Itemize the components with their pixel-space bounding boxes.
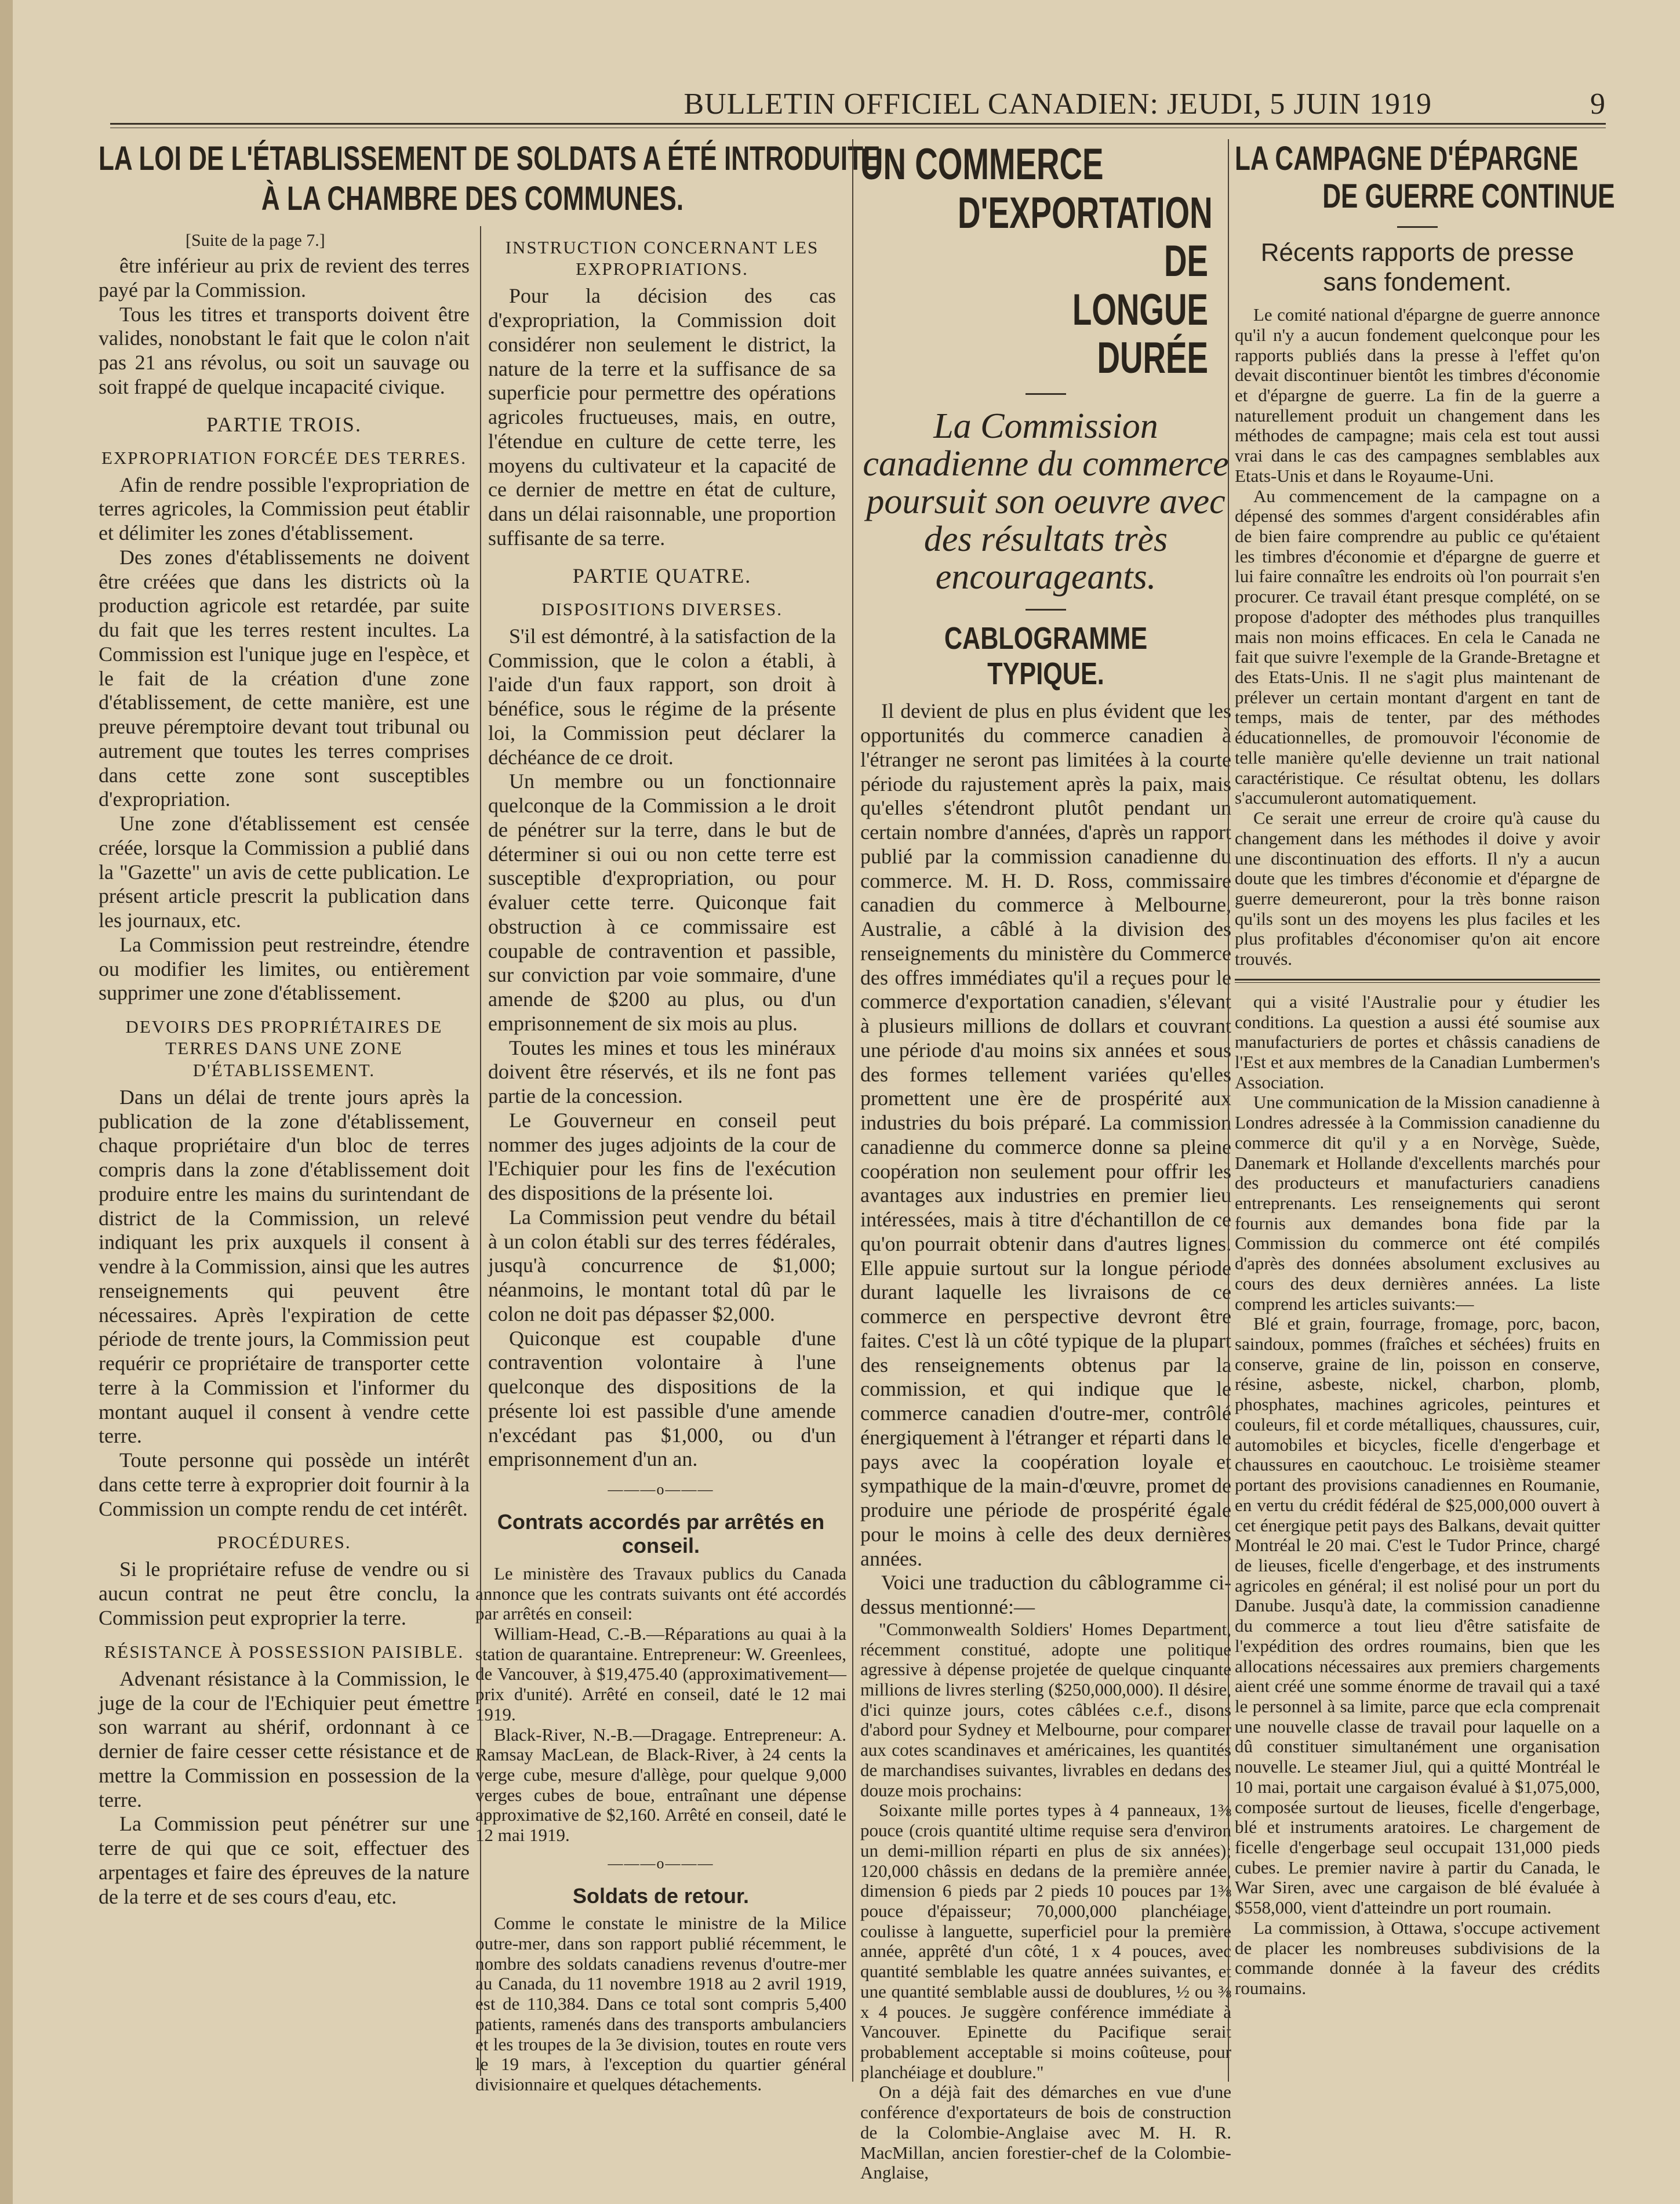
paragraph: "Commonwealth Soldiers' Homes Department, récemment constitué, adopte une politique agressive à dépense projetée de quelque cinquante millions de livres sterling ($250,000,000). Il désire, d'ici quinze jours, cotes câblées c.e.f., disons d'abord pour Sydney et Melbourne, pour comparer aux cotes scandinaves et américaines, les quantités de marchandises suivantes, livrables en dedans des douze mois prochains: bbox=[860, 1618, 1231, 1800]
paragraph: Advenant résistance à la Commission, le juge de la cour de l'Echiquier peut émettre son warrant au shérif, ordonnant à ce dernier de faire cesser cette résistance et de mettre la Commission en possession de la terre. bbox=[99, 1666, 470, 1811]
paragraph: Black-River, N.-B.—Dragage. Entrepreneur: A. Ramsay MacLean, de Black-River, à 24 cents la verge cube, mesure d'allège, pour quelque 9,000 verges cubes de boue, entraînant une dépense approximative de $2,160. Arrêté en conseil, daté le 12 mai 1919. bbox=[475, 1724, 846, 1846]
epargne-headline bbox=[1235, 140, 1615, 216]
commerce-subtitle: La Commission canadienne du commerce poursuit son oeuvre avec des résultats très encourageants. bbox=[863, 406, 1229, 597]
paragraph: Tous les titres et transports doivent être valides, nonobstant le fait que le colon n'ait pas 21 ans révolus, ou soit un sauvage ou soit frappé de quelque incapacité civique. bbox=[99, 302, 470, 398]
dash-rule bbox=[1026, 609, 1066, 611]
paragraph: Un membre ou un fonctionnaire quelconque de la Commission a le droit de pénétrer sur la terre, dans le but de déterminer si oui ou non cette terre est susceptible d'expropriation, ou pour évaluer cette terre. Quiconque fait obstruction à ce commissaire est coupable de contravention et passible, sur conviction par voie sommaire, d'une amende de $200 au plus, ou d'un emprisonnement de six mois au plus. bbox=[488, 769, 836, 1035]
paragraph: Une communication de la Mission canadienne à Londres adressée à la Commission canadienne du commerce dit qu'il y a en Norvège, Suède, Danemark et Hollande d'excellents marchés pour des producteurs et manufacturiers canadiens entreprenants. Les renseignements qui seront fournis aux demandes bona fide par la Commission du commerce ont été compilés d'après des données absolument exclusives au cours des deux dernières années. La liste comprend les articles suivants:— bbox=[1235, 1092, 1600, 1314]
epargne-headline-line2: DE GUERRE CONTINUE bbox=[1322, 177, 1615, 215]
section-title: PARTIE TROIS. bbox=[206, 412, 362, 436]
commerce-headline-line2: D'EXPORTATION DE bbox=[958, 188, 1213, 286]
paragraph: Soixante mille portes types à 4 panneaux, 1⅜ pouce (crois quantité ultime requise sera d'environ un demi-million réparti en plus de six années); 120,000 châssis en dedans de la première année, dimension 6 pieds par 2 pieds 10 pouces par 1⅜ pouce d'épaisseur; 70,000,000 planchéiage, coulisse à languette, superficiel pour la première année, apprêté d'un côté, 1 x 4 pouces, avec quantité semblable les quatre années suivantes, et une quantité semblable aussi de doublures, ½ ou ⅜ x 4 pouces. Je suggère conférence immédiate à Vancouver. Epinette du Pacifique serait probablement acceptable si moins coûteuse, pour planchéiage et doublure." bbox=[860, 1800, 1231, 2082]
commerce-headline-line1: UN COMMERCE bbox=[860, 140, 1104, 189]
epargne-column bbox=[1235, 140, 1615, 1999]
divider: ———o——— bbox=[608, 1481, 714, 1498]
section-heading: PROCÉDURES. bbox=[217, 1532, 351, 1553]
section-heading: DISPOSITIONS DIVERSES. bbox=[541, 598, 783, 619]
paragraph: Toutes les mines et tous les minéraux doivent être réservés, et ils ne font pas partie de la concession. bbox=[488, 1036, 836, 1108]
page-number: 9 bbox=[1590, 88, 1606, 121]
commerce-headline-line3: LONGUE DURÉE bbox=[1072, 285, 1208, 383]
column2-lower bbox=[475, 1472, 846, 2095]
paragraph: qui a visité l'Australie pour y étudier les conditions. La question a aussi été soumise aux manufacturiers de portes et châssis canadiens de l'Est et aux membres de la Canadian Lumbermen's Association. bbox=[1235, 991, 1600, 1092]
dash-rule bbox=[1397, 226, 1438, 228]
section-heading: EXPROPRIATION FORCÉE DES TERRES. bbox=[101, 447, 467, 468]
paragraph: Blé et grain, fourrage, fromage, porc, bacon, saindoux, pommes (fraîches et séchées) fruits en conserve, graine de lin, poisson en conserve, résine, asbeste, nickel, charbon, plomb, phosphates, machines agricoles, peintures et couleurs, fil et corde métalliques, chaussures, cuir, automobiles et bicycles, ficelle d'engerbage et chaussures en caoutchouc. Le troisième steamer portant des provisions canadiennes en Roumanie, en vertu du crédit fédéral de $25,000,000 ouvert à cet énergique petit pays des Balkans, devait quitter Montréal le 20 mai. C'est le Tudor Prince, chargé de lieuses, ficelle d'engerbage, et des instruments agricoles en général; il est nolisé pour un port du Danube. Jusqu'à date, la commission canadienne du commerce a tout lieu d'être satisfaite de l'expédition des ordres roumains, bien que les allocations nécessaires aux premiers chargements aient créé une somme énorme de travail qui a taxé le personnel à sa limite, parce que ecla comprenait une nouvelle classe de travail pour laquelle on a dû constituer simultanément une organisation nouvelle. Le steamer Jiul, qui a quitté Montréal le 10 mai, portait une cargaison évalué à $1,075,000, composée surtout de lieuses, ficelle d'engerbage, blé et instruments aratoires. Le chargement de ficelle d'engerbage seul occupait 131,000 pieds cubes. Le premier navire à partir du Canada, le War Siren, avec une cargaison de blé évaluée à $558,000, vient d'atteindre un port roumain. bbox=[1235, 1313, 1600, 1918]
paragraph: La Commission peut vendre du bétail à un colon établi sur des terres fédérales, jusqu'à concurrence de $1,000; néanmoins, le montant total dû par le colon ne doit pas dépasser $2,000. bbox=[488, 1205, 836, 1326]
paragraph: Le Gouverneur en conseil peut nommer des juges adjoints de la cour de l'Echiquier pour les fins de l'exécution des dispositions de la présente loi. bbox=[488, 1108, 836, 1205]
newspaper-title: BULLETIN OFFICIEL CANADIEN: JEUDI, 5 JUIN 1919 bbox=[683, 88, 1432, 121]
paragraph: William-Head, C.-B.—Réparations au quai à la station de quarantaine. Entrepreneur: W. Greenlees, de Vancouver, à $19,475.40 (approximativement—prix d'unité). Arrêté en conseil, daté le 12 mai 1919. bbox=[475, 1623, 846, 1724]
commerce-headline bbox=[860, 140, 1231, 383]
column-rule-3 bbox=[1228, 139, 1229, 2082]
paragraph: La Commission peut pénétrer sur une terre de qui que ce soit, effectuer des arpentages et faire des épreuves de la nature de la terre et de ses cours d'eau, etc. bbox=[99, 1812, 470, 1908]
section-rule bbox=[1235, 979, 1600, 983]
article1-column2 bbox=[488, 226, 836, 1472]
article1-headline bbox=[99, 140, 881, 218]
contrats-title: Contrats accordés par arrêtés en conseil. bbox=[497, 1510, 825, 1558]
paragraph: Le comité national d'épargne de guerre annonce qu'il n'y a aucun fondement quelconque pour les rapports publiés dans la presse à l'effet qu'on devait discontinuer bientôt les timbres d'économie et d'épargne de guerre. La fin de la guerre a naturellement produit un changement dans les méthodes de campagne; mais cela est tout aussi vrai dans le cas des campagnes semblables aux Etats-Unis et dans le Royaume-Uni. bbox=[1235, 304, 1600, 486]
commerce-subhead: CABLOGRAMME TYPIQUE. bbox=[944, 621, 1148, 691]
section-heading: RÉSISTANCE À POSSESSION PAISIBLE. bbox=[104, 1641, 464, 1662]
epargne-subtitle: Récents rapports de presse sans fondement. bbox=[1260, 238, 1574, 296]
paragraph: Afin de rendre possible l'expropriation de terres agricoles, la Commission peut établir et délimiter les zones d'établissement. bbox=[99, 473, 470, 545]
divider: ———o——— bbox=[608, 1854, 714, 1872]
soldats-title: Soldats de retour. bbox=[572, 1883, 750, 1908]
page-header bbox=[110, 87, 1606, 121]
paragraph: La Commission peut restreindre, étendre ou modifier les limites, ou entièrement supprimer une zone d'établissement. bbox=[99, 932, 470, 1005]
paragraph: être inférieur au prix de revient des terres payé par la Commission. bbox=[99, 254, 470, 302]
paragraph: On a déjà fait des démarches en vue d'une conférence d'exportateurs de bois de construction de la Colombie-Anglaise avec M. H. R. MacMillan, ancien forestier-chef de la Colombie-Anglaise, bbox=[860, 2082, 1231, 2183]
paragraph: Il devient de plus en plus évident que les opportunités du commerce canadien à l'étranger ne seront pas limitées à la courte période du rajustement après la paix, mais qu'elles s'étendront plutôt pendant un certain nombre d'années, d'après un rapport publié par la commission canadienne du commerce. M. H. D. Ross, commissaire canadien du commerce à Melbourne, Australie, a câblé à la division des renseignements du ministère du Commerce des offres immédiates qu'il a reçues pour le commerce d'exportation canadien, s'élevant à plusieurs millions de dollars et couvrant une période d'au moins six années et sous des formes tellement variées qu'elles promettent une ère de prospérité aux industries du bois préparé. La commission canadienne du commerce donne sa pleine coopération non seulement pour offrir les avantages aux industries en premier lieu intéressées, mais à titre d'échantillon de ce qu'on pourrait obtenir dans d'autres lignes. Elle appuie surtout sur la longue période durant laquelle les livraisons de ce commerce en perspective devront être faites. C'est là un côté typique de la plupart des renseignements obtenus par la commission, et qui indique que le commerce canadien d'outre-mer, contrôlé énergiquement à l'étranger et réparti dans le pays avec la coopération loyale et sympathique de la main-d'œuvre, promet de produire une période de prospérité égale pour le moins à celle des deux dernières années. bbox=[860, 699, 1231, 1570]
paragraph: Le ministère des Travaux publics du Canada annonce que les contrats suivants ont été accordés par arrêtés en conseil: bbox=[475, 1563, 846, 1624]
section-heading: DEVOIRS DES PROPRIÉTAIRES DE TERRES DANS UNE ZONE D'ÉTABLISSEMENT. bbox=[125, 1016, 443, 1080]
paragraph: Des zones d'établissements ne doivent être créées que dans les districts où la production agricole est retardée, par suite du fait que les terres restent incultes. La Commission est l'unique juge en l'espèce, et le fait de la création d'une zone d'établissement, de cette manière, est une preuve péremptoire devant tout tribunal ou autrement que toutes les terres comprises dans cette zone sont susceptibles d'expropriation. bbox=[99, 545, 470, 811]
paragraph: Dans un délai de trente jours après la publication de la zone d'établissement, chaque propriétaire d'un bloc de terres compris dans la zone d'établissement doit produire entre les mains du surintendant de district de la Commission, un relevé indiquant les prix auxquels il consent à vendre à la Commission, ainsi que les autres renseignements qui peuvent être nécessaires. Après l'expiration de cette période de trente jours, la Commission peut requérir ce propriétaire de transporter cette terre à la Commission et l'informer du montant auquel il consent à vendre cette terre. bbox=[99, 1085, 470, 1448]
column-rule-2 bbox=[852, 139, 853, 2082]
epargne-headline-line1: LA CAMPAGNE D'ÉPARGNE bbox=[1235, 140, 1579, 177]
paragraph: La commission, à Ottawa, s'occupe activement de placer les nombreuses subdivisions de la commande donnée à la faveur des crédits roumains. bbox=[1235, 1917, 1600, 1999]
paragraph: S'il est démontré, à la satisfaction de la Commission, que le colon a établi, à l'aide d'un faux rapport, son droit à bénéfice, sous le régime de la présente loi, la Commission peut déclarer la déchéance de ce droit. bbox=[488, 624, 836, 769]
paragraph: Toute personne qui possède un intérêt dans cette terre à exproprier doit fournir à la Commission un compte rendu de cet intérêt. bbox=[99, 1448, 470, 1520]
paragraph: Quiconque est coupable d'une contravention volontaire à l'une quelconque des dispositions de la présente loi est passible d'une amende n'excédant pas $1,000, ou d'un emprisonnement d'un an. bbox=[488, 1326, 836, 1471]
paragraph: Une zone d'établissement est censée créée, lorsque la Commission a publié dans la "Gazette" un avis de cette publication. Le présent article prescrit la publication dans les journaux, etc. bbox=[99, 812, 470, 932]
paragraph: Voici une traduction du câblogramme ci-dessus mentionné:— bbox=[860, 1571, 1231, 1619]
section-heading: INSTRUCTION CONCERNANT LES EXPROPRIATIONS. bbox=[505, 237, 819, 279]
header-rule bbox=[110, 123, 1606, 125]
continued-note: [Suite de la page 7.] bbox=[186, 231, 325, 250]
article1-headline-line2: À LA CHAMBRE DES COMMUNES. bbox=[261, 179, 684, 217]
article1-headline-line1: LA LOI DE L'ÉTABLISSEMENT DE SOLDATS A ÉTÉ INTRODUITE bbox=[99, 140, 881, 177]
commerce-column bbox=[860, 140, 1231, 2183]
section-title: PARTIE QUATRE. bbox=[572, 564, 752, 587]
paragraph: Ce serait une erreur de croire qu'à cause du changement dans les méthodes il doive y avoir une discontinuation des efforts. Il n'y a aucun doute que les timbres d'économie et d'épargne de guerre demeureront, pour la très bonne raison qu'ils sont un des moyens les plus faciles et les plus profitables d'économiser qu'on ait encore trouvés. bbox=[1235, 808, 1600, 970]
paragraph: Pour la décision des cas d'expropriation, la Commission doit considérer non seulement le district, la nature de la terre et la suffisance de sa superficie pour permettre des opérations agricoles fructueuses, mais, en outre, l'étendue en culture de cette terre, les moyens du cultivateur et la capacité de ce dernier de mettre en état de culture, dans un délai raisonnable, une proportion suffisante de sa terre. bbox=[488, 284, 836, 550]
paragraph: Au commencement de la campagne on a dépensé des sommes d'argent considérables afin de bien faire comprendre au public ce qu'étaient les timbres d'économie et d'épargne de guerre et lui faire connaître les endroits où l'on pourrait s'en procurer. Ce travail étant presque complété, on se propose d'adopter des méthodes plus tranquilles mais non moins efficaces. En cela le Canada ne fait que suivre l'exemple de la Grande-Bretagne et des Etats-Unis. Il ne s'agit plus maintenant de prélever un certain montant d'argent en tant de temps, mais de tenter, par des méthodes éducationnelles, de promouvoir l'économie de telle manière qu'elle devienne un trait national caractéristique. Ce résultat obtenu, les dollars s'accumuleront automatiquement. bbox=[1235, 485, 1600, 808]
dash-rule bbox=[1026, 393, 1066, 395]
paragraph: Comme le constate le ministre de la Milice outre-mer, dans son rapport publié récemment, le nombre des soldats canadiens revenus d'outre-mer au Canada, du 11 novembre 1918 au 2 avril 1919, est de 110,384. Dans ce total sont compris 5,400 patients, ramenés dans des transports ambulanciers et les troupes de la 3e division, toutes en route vers le 19 mars, à l'exception du quartier général divisionnaire et quelques détachements. bbox=[475, 1913, 846, 2094]
paragraph: Si le propriétaire refuse de vendre ou si aucun contrat ne peut être conclu, la Commission peut exproprier la terre. bbox=[99, 1557, 470, 1629]
article1-column1 bbox=[99, 226, 470, 1909]
page-edge bbox=[0, 0, 13, 2204]
